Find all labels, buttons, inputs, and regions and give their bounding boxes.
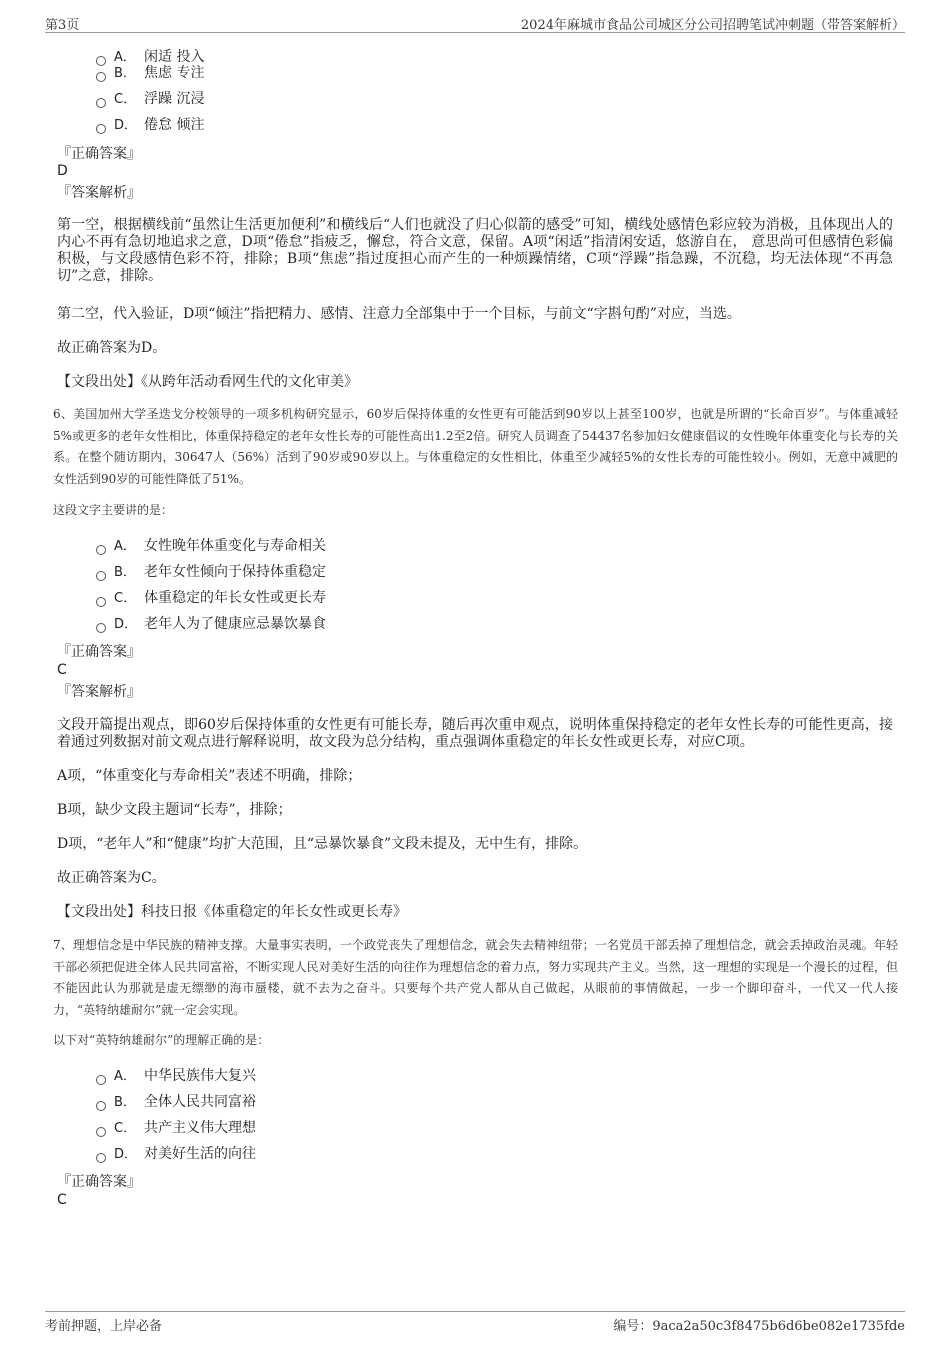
option-b[interactable]: B． 全体人民共同富裕: [96, 1092, 256, 1112]
option-d[interactable]: D． 倦怠 倾注: [96, 115, 204, 135]
footer-rule: [45, 1311, 905, 1312]
analysis-paragraph: 故正确答案为D。: [57, 340, 167, 356]
radio-icon[interactable]: [96, 545, 106, 555]
radio-icon[interactable]: [96, 1101, 106, 1111]
answer-value: C: [57, 1192, 67, 1208]
document-title: 2024年麻城市食品公司城区分公司招聘笔试冲刺题（带答案解析）: [520, 18, 905, 33]
answer-value: D: [57, 163, 68, 179]
option-b[interactable]: B． 老年女性倾向于保持体重稳定: [96, 562, 326, 582]
radio-icon[interactable]: [96, 72, 106, 82]
option-a[interactable]: A． 中华民族伟大复兴: [96, 1066, 256, 1086]
answer-value: C: [57, 662, 67, 678]
option-c[interactable]: C． 体重稳定的年长女性或更长寿: [96, 588, 326, 608]
question-prompt: 以下对“英特纳雄耐尔”的理解正确的是：: [53, 1033, 270, 1047]
analysis-paragraph: A项，“体重变化与寿命相关”表述不明确，排除；: [57, 768, 362, 784]
analysis-paragraph: 文段开篇提出观点，即60岁后保持体重的女性更有可能长寿，随后再次重申观点，说明体重保持稳定的老年女性长寿的可能性更高，接着通过列数据对前文观点进行解释说明，故文段为总分结构，重点强调体重稳定的年长女性或更长寿，对应C项。: [57, 717, 893, 750]
page-number: 第3页: [45, 18, 80, 33]
option-d[interactable]: D． 对美好生活的向往: [96, 1144, 256, 1164]
question-stem: 7、理想信念是中华民族的精神支撑。大量事实表明，一个政党丧失了理想信念，就会失去精神纽带；一名党员干部丢掉了理想信念，就会丢掉政治灵魂。年轻干部必须把促进全体人民共同富裕，不断实现人民对美好生活的向往作为理想信念的着力点，努力实现共产主义。当然，这一理想的实现是一个漫长的过程，但不能因此认为那就是虚无缥缈的海市蜃楼，就不去为之奋斗。只要每个共产党人都从自己做起，从眼前的事情做起，一步一个脚印奋斗，一代又一代人接力，“英特纳雄耐尔”就一定会实现。: [53, 938, 898, 1017]
radio-icon[interactable]: [96, 98, 106, 108]
option-c[interactable]: C． 共产主义伟大理想: [96, 1118, 256, 1138]
analysis-paragraph: 故正确答案为C。: [57, 870, 166, 886]
question-prompt: 这段文字主要讲的是：: [53, 503, 174, 517]
answer-label: 『正确答案』: [57, 146, 141, 162]
radio-icon[interactable]: [96, 1153, 106, 1163]
source-note: 【文段出处】《从跨年活动看网生代的文化审美》: [57, 374, 358, 390]
radio-icon[interactable]: [96, 1127, 106, 1137]
analysis-paragraph: 第一空，根据横线前“虽然让生活更加便利”和横线后“人们也就没了归心似箭的感受”可知，横线处感情色彩应较为消极，且体现出人的内心不再有急切地追求之意，D项“倦怠”指疲乏，懈怠，符合文意，保留。A项“闲适”指清闲安适，悠游自在， 意思尚可但感情色彩偏积极，与文段感情色彩不符，排除；B项“焦虑”指过度担心而产生的一种烦躁情绪，C项“浮躁”指急躁，不沉稳，均无法体现“不再急切”之意，排除。: [57, 217, 893, 284]
footer-slogan: 考前押题，上岸必备: [45, 1319, 163, 1334]
radio-icon[interactable]: [96, 571, 106, 581]
analysis-paragraph: 第二空，代入验证，D项“倾注”指把精力、感情、注意力全部集中于一个目标，与前文“字斟句酌”对应，当选。: [57, 306, 741, 322]
analysis-paragraph: D项，“老年人”和“健康”均扩大范围，且“忌暴饮暴食”文段未提及，无中生有，排除。: [57, 836, 588, 852]
analysis-label: 『答案解析』: [57, 185, 141, 201]
analysis-paragraph: B项，缺少文段主题词“长寿”，排除；: [57, 802, 292, 818]
option-b[interactable]: B． 焦虑 专注: [96, 63, 204, 83]
option-a[interactable]: A． 闲适 投入: [96, 47, 204, 67]
question-stem: 6、美国加州大学圣迭戈分校领导的一项多机构研究显示，60岁后保持体重的女性更有可能活到90岁以上甚至100岁，也就是所谓的“长命百岁”。与体重减轻5%或更多的老年女性相比，体重保持稳定的老年女性长寿的可能性高出1.2至2倍。研究人员调查了54437名参加妇女健康倡议的女性晚年体重变化与长寿的关系。在整个随访期内，30647人（56%）活到了90岁或90岁以上。与体重稳定的女性相比，体重至少减轻5%的女性长寿的可能性较小。例如，无意中减肥的女性活到90岁的可能性降低了51%。: [53, 407, 898, 486]
radio-icon[interactable]: [96, 1075, 106, 1085]
radio-icon[interactable]: [96, 597, 106, 607]
analysis-label: 『答案解析』: [57, 684, 141, 700]
radio-icon[interactable]: [96, 623, 106, 633]
source-note: 【文段出处】科技日报《体重稳定的年长女性或更长寿》: [57, 904, 407, 920]
radio-icon[interactable]: [96, 124, 106, 134]
header-rule: [45, 32, 905, 33]
option-a[interactable]: A． 女性晚年体重变化与寿命相关: [96, 536, 326, 556]
answer-label: 『正确答案』: [57, 644, 141, 660]
option-c[interactable]: C． 浮躁 沉浸: [96, 89, 204, 109]
option-d[interactable]: D． 老年人为了健康应忌暴饮暴食: [96, 614, 326, 634]
answer-label: 『正确答案』: [57, 1174, 141, 1190]
document-code: 编号：9aca2a50c3f8475b6d6be082e1735fde: [613, 1319, 905, 1334]
